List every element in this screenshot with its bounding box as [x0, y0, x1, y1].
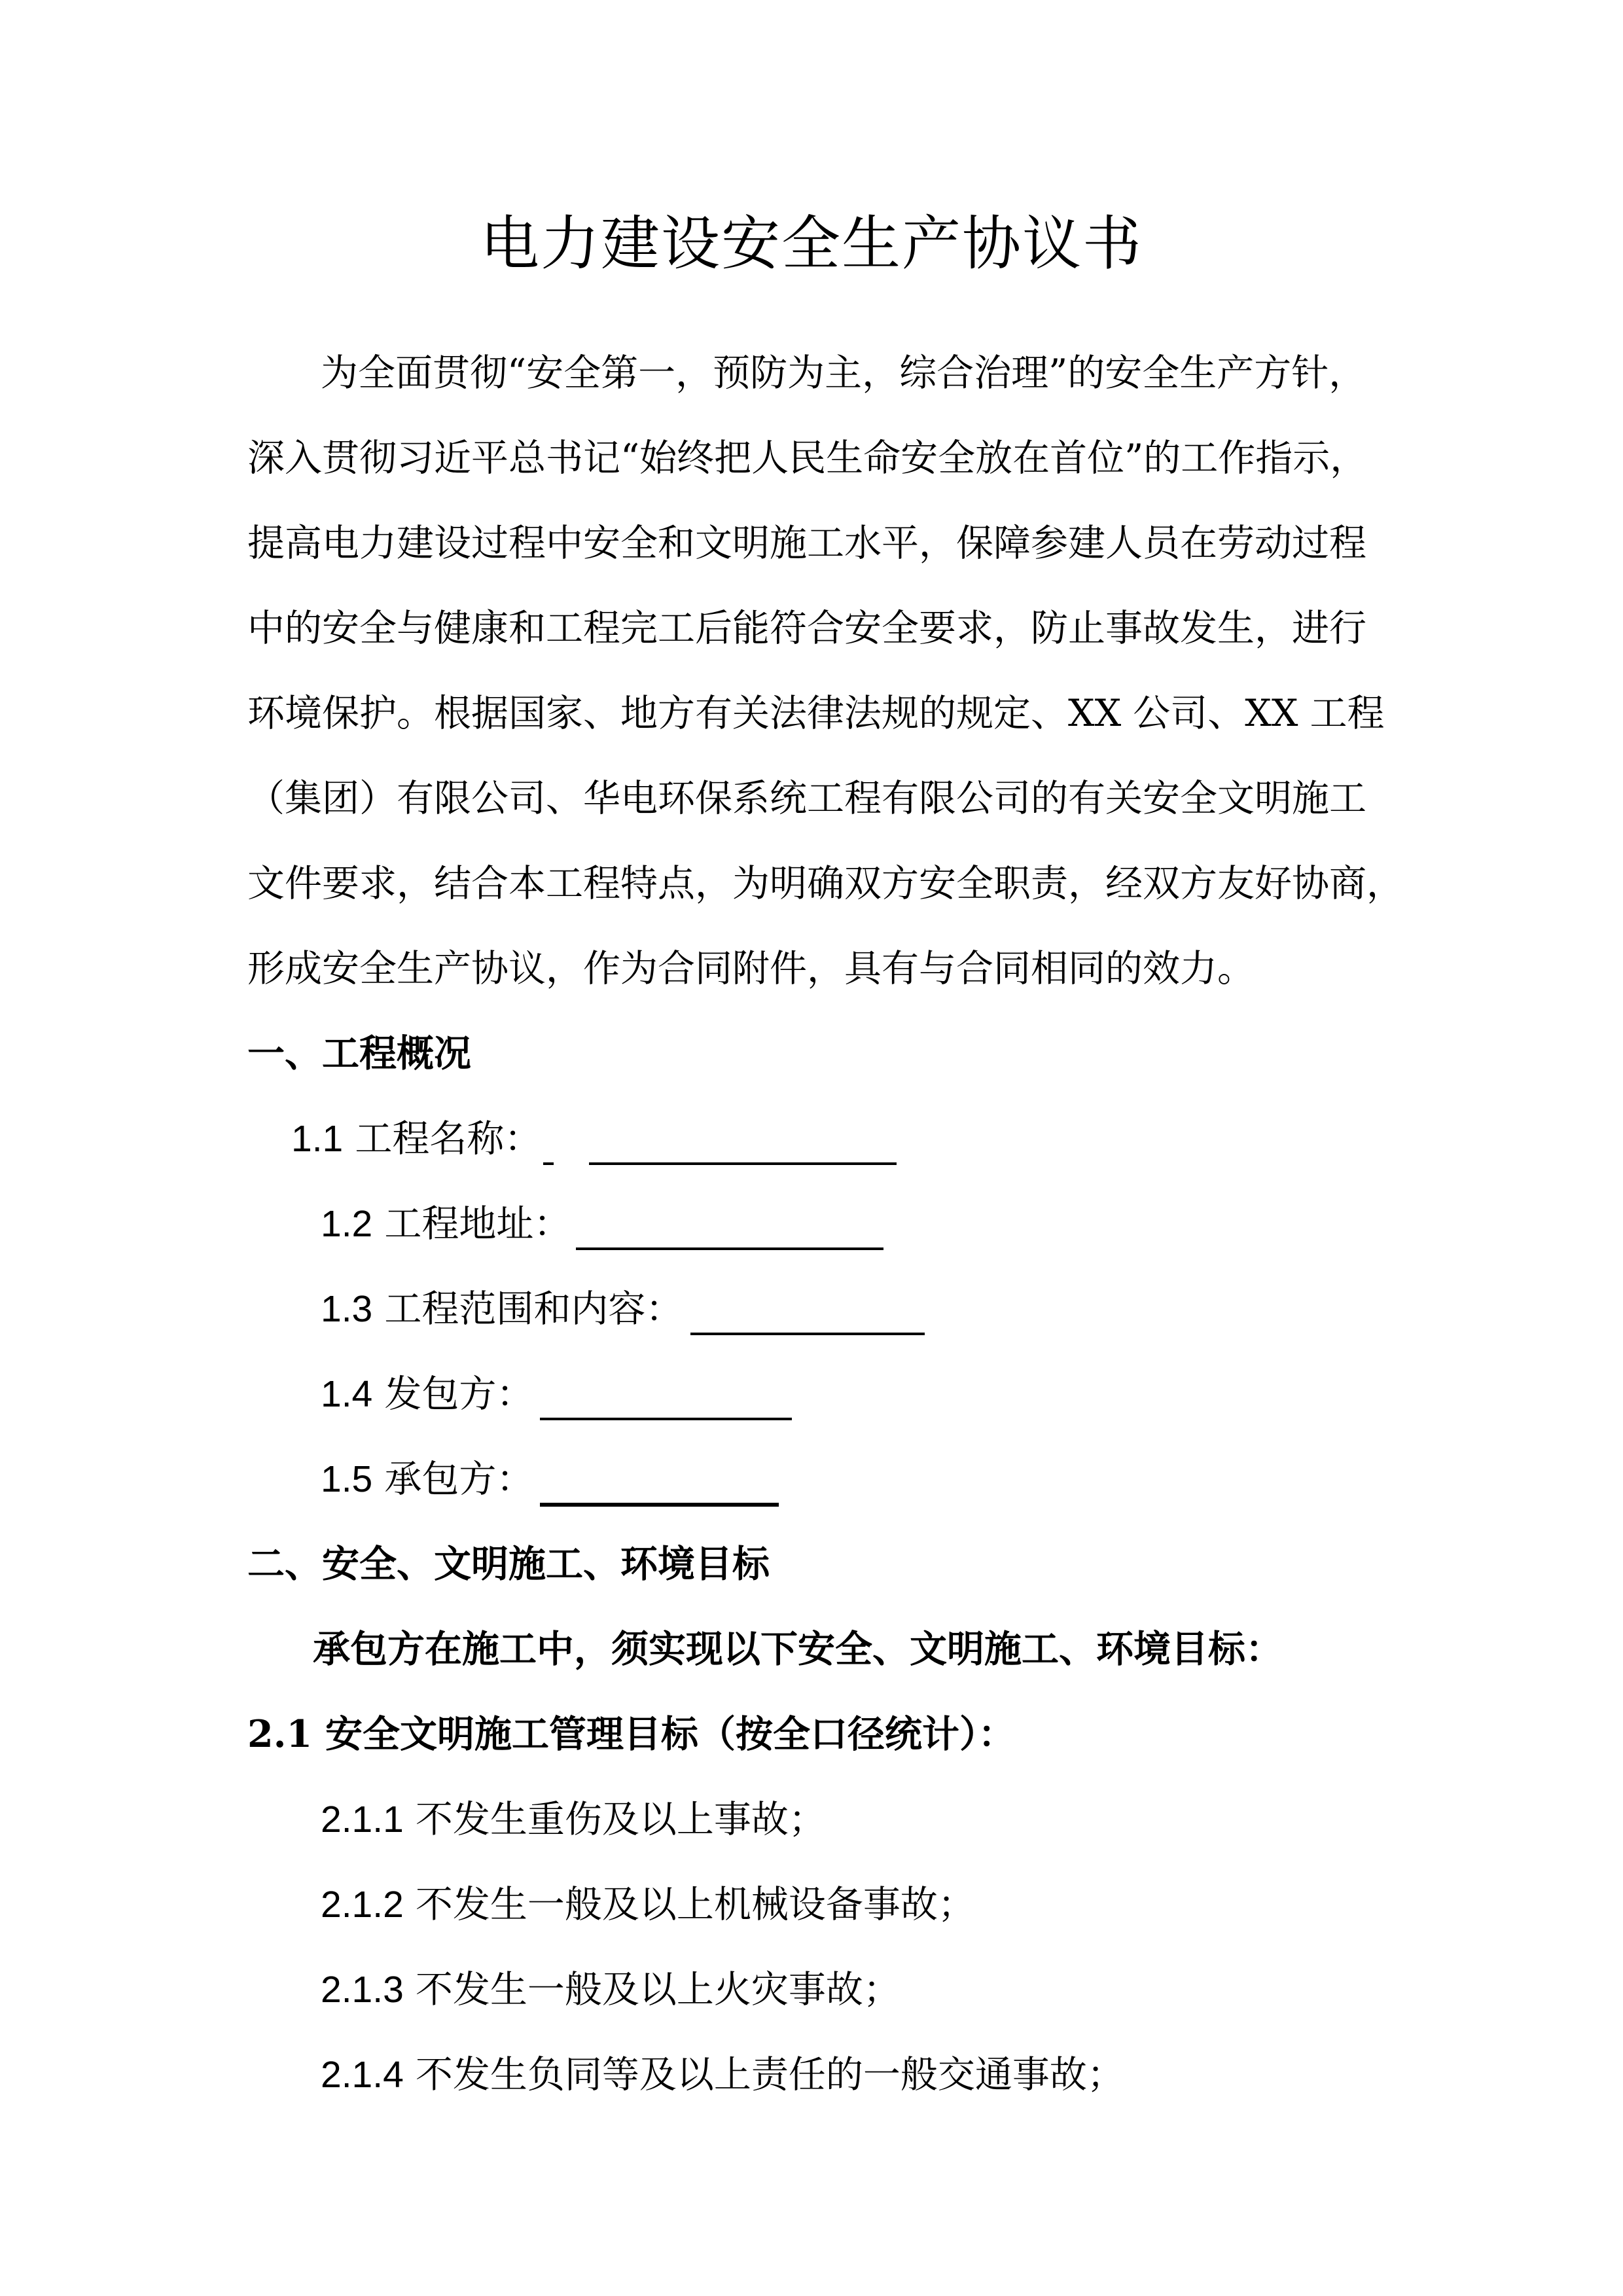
item-number: 1.2: [321, 1203, 373, 1245]
intro-line: 环境保护。根据国家、地方有关法律法规的规定、XX 公司、XX 工程: [247, 692, 1385, 735]
item-label: 承包方：: [372, 1458, 534, 1501]
item-number: 2.1.2: [321, 1884, 404, 1926]
document-title: 电力建设安全生产协议书: [480, 209, 1143, 278]
intro-line: （集团）有限公司、华电环保系统工程有限公司的有关安全文明施工: [247, 777, 1366, 820]
item-label: 不发生负同等及以上责任的一般交通事故；: [403, 2053, 1124, 2096]
intro-line: 为全面贯彻“安全第一，预防为主，综合治理”的安全生产方针，: [321, 351, 1366, 395]
item-label: 发包方：: [372, 1372, 534, 1416]
item-label: 不发生一般及以上火灾事故；: [403, 1968, 901, 2011]
section1-heading: 一、工程概况: [247, 1031, 471, 1075]
section2-heading: 二、安全、文明施工、环境目标: [247, 1542, 770, 1586]
project-name-blank[interactable]: [589, 1162, 897, 1165]
goal-item: [321, 1964, 901, 2016]
stray-underline: [543, 1162, 554, 1165]
item-number: 1.4: [321, 1373, 373, 1415]
intro-line: 文件要求，结合本工程特点，为明确双方安全职责，经双方友好协商，: [247, 862, 1404, 905]
project-scope-item: [321, 1283, 683, 1335]
project-scope-blank[interactable]: [690, 1333, 925, 1335]
item-label: 不发生重伤及以上事故；: [403, 1798, 826, 1841]
item-number: 2.1.1: [321, 1799, 404, 1840]
section2-lead: 承包方在施工中，须实现以下安全、文明施工、环境目标：: [313, 1627, 1283, 1671]
project-address-item: [321, 1198, 571, 1250]
contractor-blank[interactable]: [540, 1503, 779, 1507]
section2-subheading: 2.1 安全文明施工管理目标（按全口径统计）：: [247, 1712, 1016, 1756]
item-label: 工程名称：: [343, 1117, 542, 1160]
goal-item: [321, 1878, 975, 1931]
item-label: 工程地址：: [372, 1202, 571, 1246]
item-label: 不发生一般及以上机械设备事故；: [403, 1883, 975, 1926]
contractor-item: [321, 1453, 533, 1505]
intro-line: 形成安全生产协议，作为合同附件，具有与合同相同的效力。: [247, 947, 1255, 990]
goal-item: [321, 2049, 1124, 2101]
item-number: 2.1.3: [321, 1969, 404, 2011]
item-number: 2.1.4: [321, 2054, 404, 2096]
employer-item: [321, 1368, 533, 1420]
item-number: 1.1: [291, 1118, 344, 1160]
intro-line: 提高电力建设过程中安全和文明施工水平，保障参建人员在劳动过程: [247, 522, 1366, 565]
employer-blank[interactable]: [540, 1418, 792, 1420]
project-address-blank[interactable]: [576, 1247, 883, 1250]
goal-item: [321, 1793, 826, 1846]
intro-line: 深入贯彻习近平总书记“始终把人民生命安全放在首位”的工作指示，: [247, 437, 1368, 480]
project-name-item: [291, 1113, 541, 1165]
item-number: 1.3: [321, 1288, 373, 1330]
item-number: 1.5: [321, 1458, 373, 1500]
intro-line: 中的安全与健康和工程完工后能符合安全要求，防止事故发生，进行: [247, 607, 1366, 650]
item-label: 工程范围和内容：: [372, 1287, 683, 1331]
